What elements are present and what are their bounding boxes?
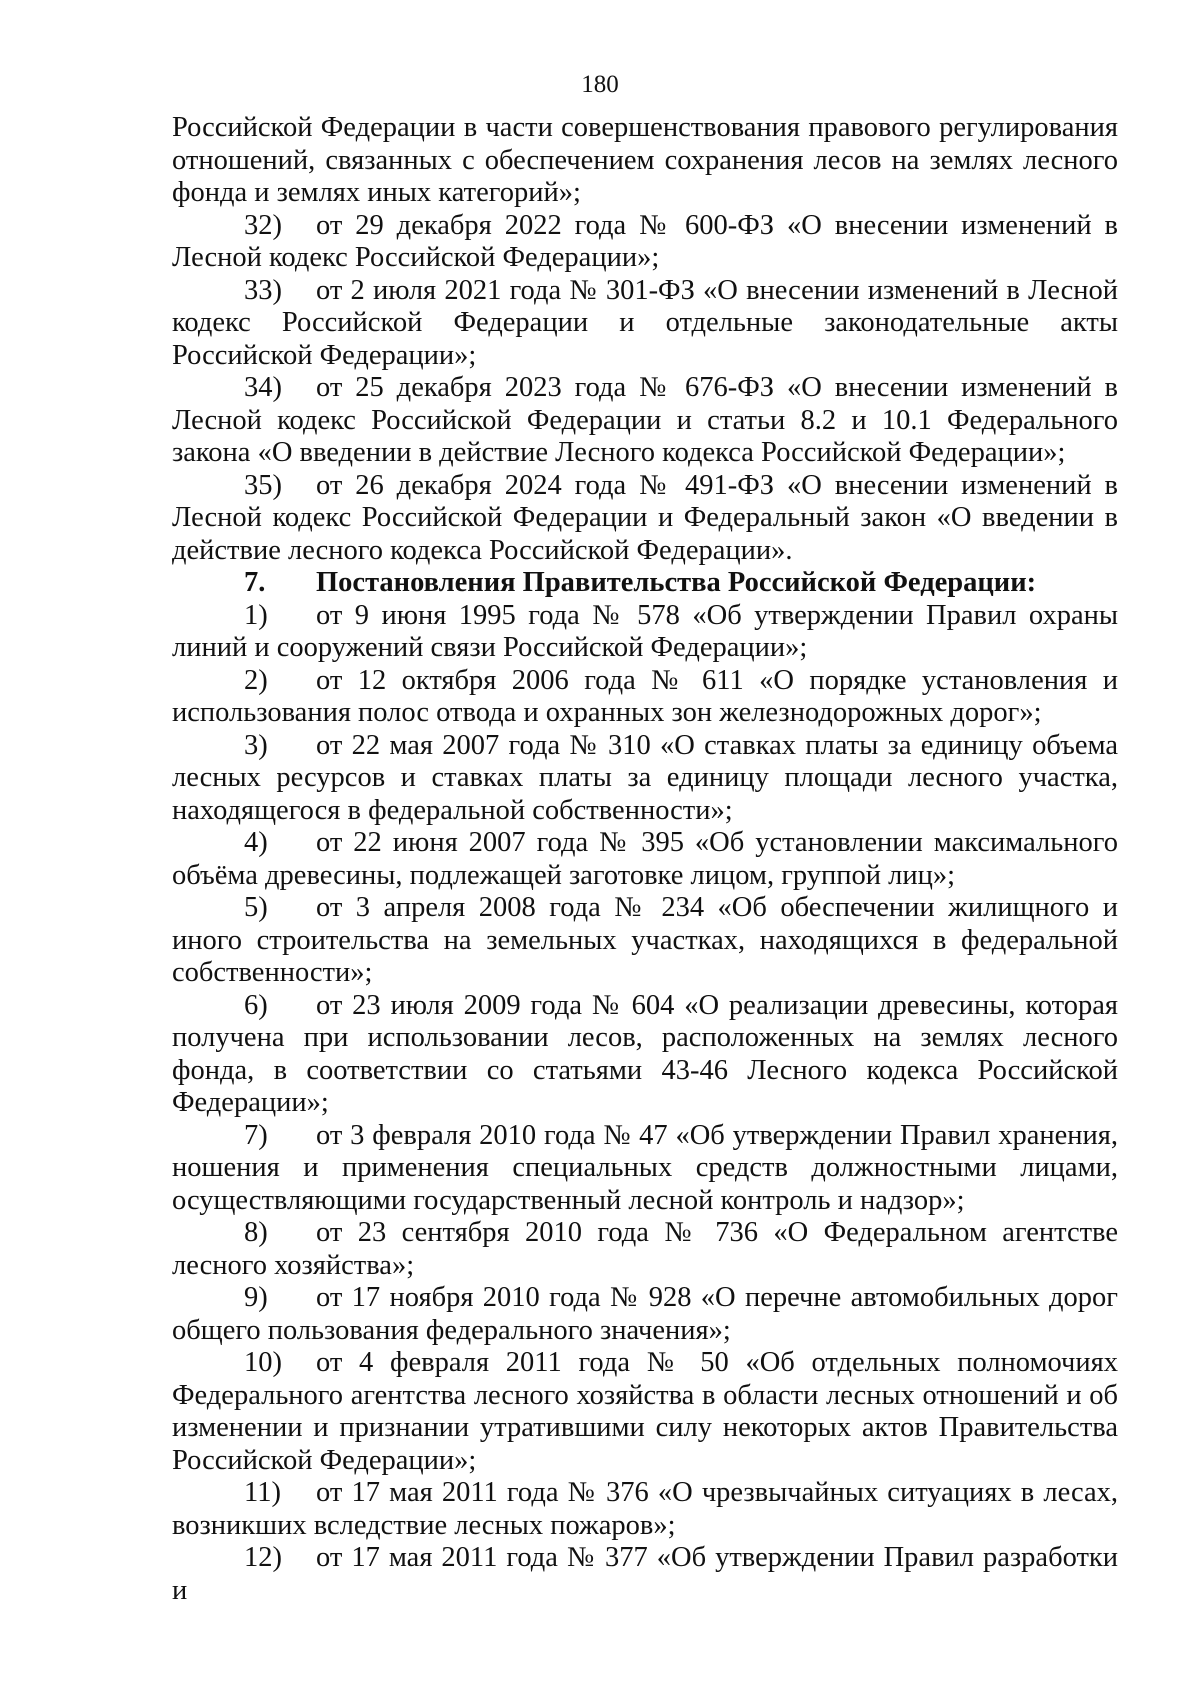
item-text: от 3 февраля 2010 года № 47 «Об утверждении Правил хранения, ношения и применения специальных средств должностными лицами, осуществляющими государственный лесной контроль и надзор»; bbox=[172, 1119, 1118, 1216]
item-text: от 23 сентября 2010 года № 736 «О Федеральном агентстве лесного хозяйства»; bbox=[172, 1217, 1118, 1281]
list-item bbox=[172, 730, 1118, 828]
item-number: 34) bbox=[244, 372, 282, 403]
section-heading bbox=[172, 567, 1118, 600]
item-number: 10) bbox=[244, 1347, 282, 1378]
page-number: 180 bbox=[581, 71, 619, 98]
item-number: 12) bbox=[244, 1542, 282, 1573]
item-text: от 23 июля 2009 года № 604 «О реализации древесины, которая получена при использовании лесов, расположенных на землях лесного фонда, в соответствии со статьями 43-46 Лесного кодекса Российской Федерации»; bbox=[172, 989, 1118, 1118]
item-text: от 26 декабря 2024 года № 491-ФЗ «О внесении изменений в Лесной кодекс Российской Федерации и Федеральный закон «О введении в действие лесного кодекса Российской Федерации». bbox=[172, 469, 1118, 566]
item-text: от 29 декабря 2022 года № 600-ФЗ «О внесении изменений в Лесной кодекс Российской Федерации»; bbox=[172, 209, 1118, 273]
list-item bbox=[172, 1477, 1118, 1542]
item-text: от 2 июля 2021 года № 301-ФЗ «О внесении изменений в Лесной кодекс Российской Федерации и отдельные законодательные акты Российской Федерации»; bbox=[172, 274, 1118, 371]
list-item bbox=[172, 275, 1118, 373]
item-text: от 22 мая 2007 года № 310 «О ставках платы за единицу объема лесных ресурсов и ставках платы за единицу площади лесного участка, находящегося в федеральной собственности»; bbox=[172, 729, 1118, 826]
item-number: 33) bbox=[244, 274, 282, 306]
item-number: 1) bbox=[244, 599, 268, 631]
list-item bbox=[172, 1217, 1118, 1282]
item-number: 5) bbox=[244, 892, 268, 923]
list-item bbox=[172, 1282, 1118, 1347]
list-item bbox=[172, 990, 1118, 1120]
item-number: 7) bbox=[244, 1119, 268, 1151]
list-item bbox=[172, 827, 1118, 892]
list-item bbox=[172, 470, 1118, 568]
list-item bbox=[172, 1120, 1118, 1218]
item-text: от 3 апреля 2008 года № 234 «Об обеспечении жилищного и иного строительства на земельных участках, находящихся в федеральной собственности»; bbox=[172, 892, 1118, 988]
list-item bbox=[172, 1542, 1118, 1607]
item-number: 6) bbox=[244, 989, 268, 1021]
list-item bbox=[172, 1347, 1118, 1477]
list-item bbox=[172, 372, 1118, 470]
item-number: 4) bbox=[244, 827, 268, 858]
item-text: от 9 июня 1995 года № 578 «Об утверждении Правил охраны линий и сооружений связи Российской Федерации»; bbox=[172, 599, 1118, 663]
item-number: 35) bbox=[244, 469, 282, 501]
item-text: от 4 февраля 2011 года № 50 «Об отдельных полномочиях Федерального агентства лесного хозяйства в области лесных отношений и об изменении и признании утратившими силу некоторых актов Правительства Российской Федерации»; bbox=[172, 1347, 1118, 1476]
list-item bbox=[172, 892, 1118, 990]
list-item bbox=[172, 665, 1118, 730]
item-number: 3) bbox=[244, 729, 268, 761]
document-body bbox=[172, 112, 1118, 1607]
list-item bbox=[172, 600, 1118, 665]
item-number: 2) bbox=[244, 664, 268, 696]
item-number: 9) bbox=[244, 1282, 268, 1313]
item-text: от 17 ноября 2010 года № 928 «О перечне автомобильных дорог общего пользования федерального значения»; bbox=[172, 1282, 1118, 1346]
item-text: от 25 декабря 2023 года № 676-ФЗ «О внесении изменений в Лесной кодекс Российской Федерации и статьи 8.2 и 10.1 Федерального закона «О введении в действие Лесного кодекса Российской Федерации»; bbox=[172, 372, 1118, 468]
item-number: 11) bbox=[244, 1477, 281, 1508]
intro-paragraph: Российской Федерации в части совершенствования правового регулирования отношений, связанных с обеспечением сохранения лесов на землях лесного фонда и землях иных категорий»; bbox=[172, 112, 1118, 208]
item-text: от 17 мая 2011 года № 376 «О чрезвычайных ситуациях в лесах, возникших вследствие лесных пожаров»; bbox=[172, 1477, 1118, 1541]
item-text: от 22 июня 2007 года № 395 «Об установлении максимального объёма древесины, подлежащей заготовке лицом, группой лиц»; bbox=[172, 827, 1118, 891]
item-number: 8) bbox=[244, 1217, 268, 1248]
item-text: от 17 мая 2011 года № 377 «Об утверждении Правил разработки и bbox=[172, 1542, 1118, 1606]
list-item bbox=[172, 210, 1118, 275]
section-title: Постановления Правительства Российской Федерации: bbox=[316, 567, 1037, 598]
item-text: от 12 октября 2006 года № 611 «О порядке установления и использования полос отвода и охранных зон железнодорожных дорог»; bbox=[172, 664, 1118, 728]
section-number: 7. bbox=[244, 567, 266, 598]
item-number: 32) bbox=[244, 209, 282, 241]
